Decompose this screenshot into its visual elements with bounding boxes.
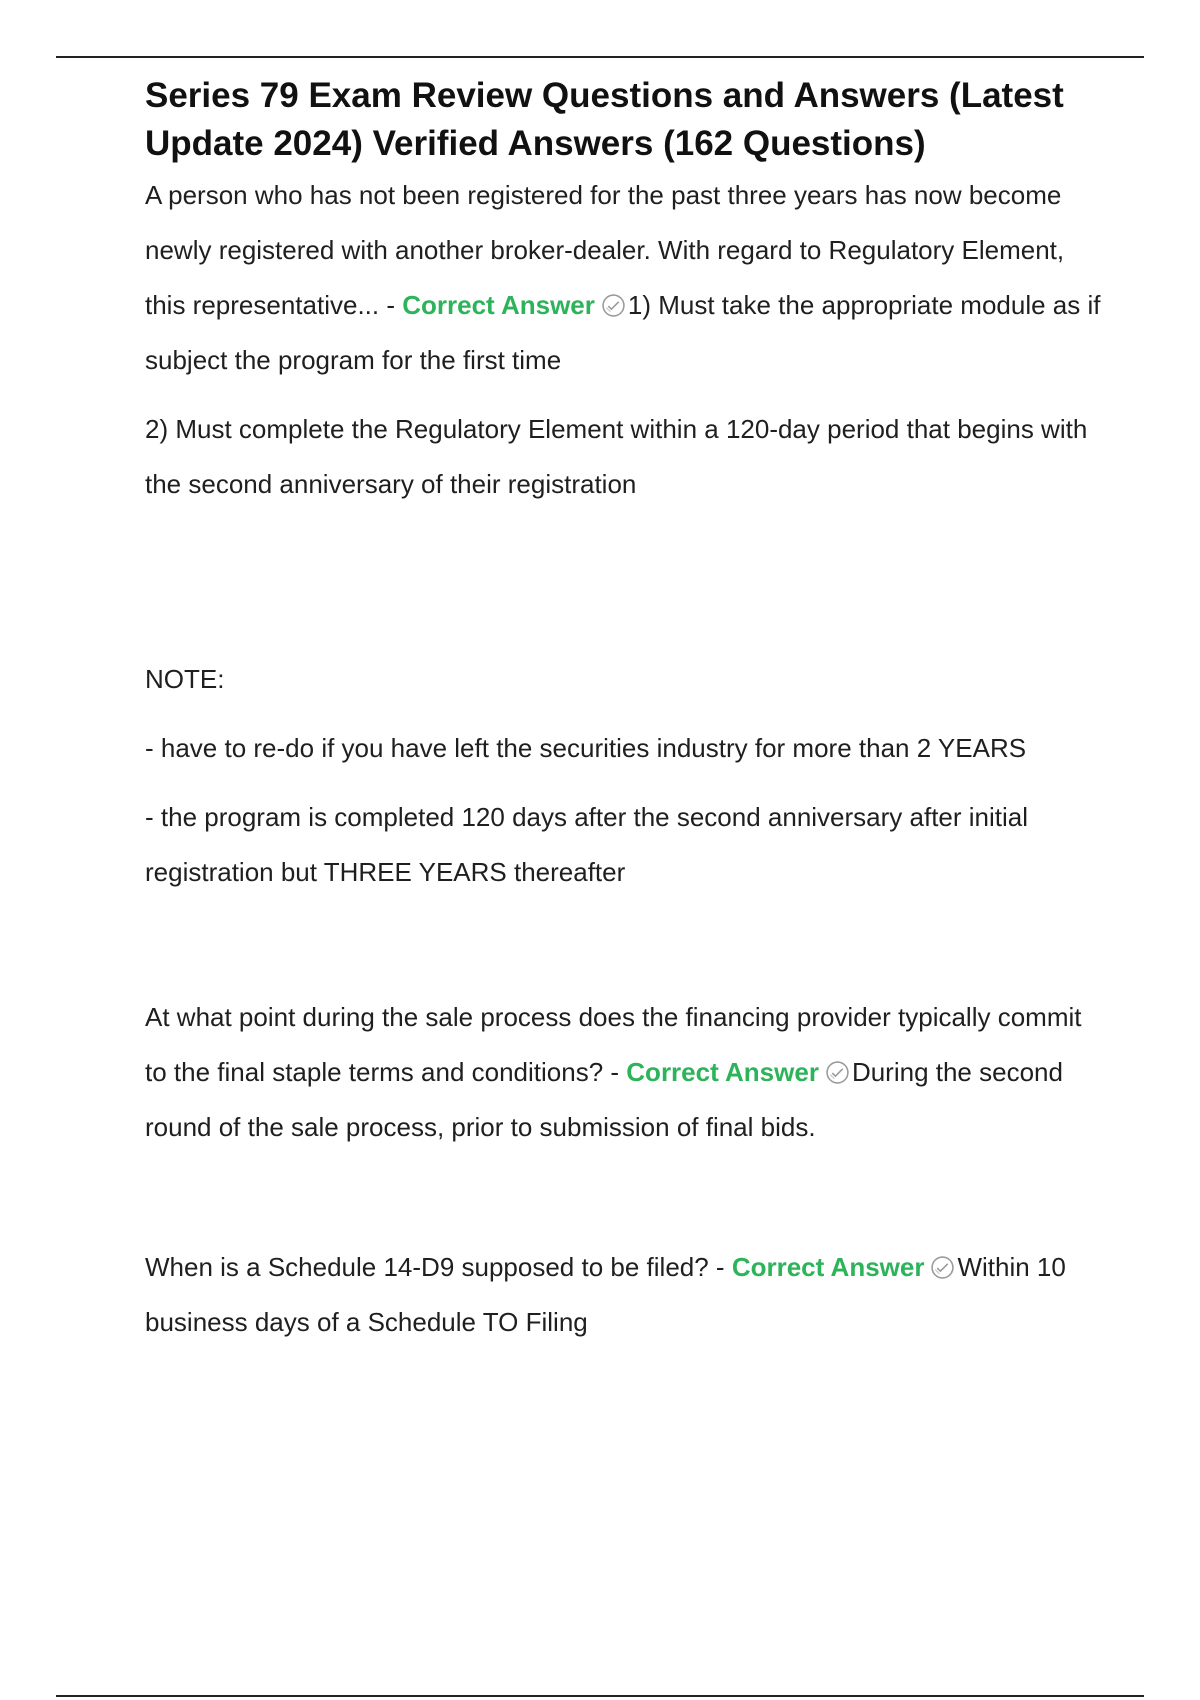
note-line: - the program is completed 120 days after the second anniversary after initial registration but THREE YEARS thereafter	[145, 802, 1029, 887]
qa-item-3	[145, 1240, 1105, 1350]
correct-answer-label: Correct Answer	[731, 1252, 925, 1282]
answer-text: During the second round of the sale process, prior to submission of final bids.	[145, 1057, 1063, 1142]
check-circle-icon	[601, 293, 626, 318]
top-rule	[56, 56, 1144, 58]
answer-text: 1) Must take the appropriate module as if subject the program for the first time	[145, 290, 1101, 375]
question-text: At what point during the sale process does the financing provider typically commit to the final staple terms and conditions? -	[145, 1002, 1082, 1087]
bottom-rule	[56, 1695, 1144, 1697]
note-heading: NOTE:	[145, 664, 225, 694]
question-text: A person who has not been registered for the past three years has now become newly registered with another broker-dealer. With regard to Regulatory Element, this representative... -	[145, 180, 1065, 320]
qa-item-1	[145, 168, 1105, 388]
document-page	[145, 72, 1105, 1350]
document-title: Series 79 Exam Review Questions and Answers (Latest Update 2024) Verified Answers (162 Questions)	[145, 76, 1064, 163]
question-text: When is a Schedule 14-D9 supposed to be filed? -	[145, 1252, 732, 1282]
correct-answer-label: Correct Answer	[402, 290, 595, 320]
check-circle-icon	[930, 1255, 955, 1280]
answer-continuation: 2) Must complete the Regulatory Element within a 120-day period that begins with the second anniversary of their registration	[145, 414, 1088, 499]
correct-answer-label: Correct Answer	[626, 1057, 819, 1087]
qa-item-2	[145, 990, 1105, 1155]
answer-text: Within 10 business days of a Schedule TO Filing	[145, 1252, 1066, 1337]
note-line: - have to re-do if you have left the securities industry for more than 2 YEARS	[145, 733, 1027, 763]
check-circle-icon	[825, 1060, 850, 1085]
